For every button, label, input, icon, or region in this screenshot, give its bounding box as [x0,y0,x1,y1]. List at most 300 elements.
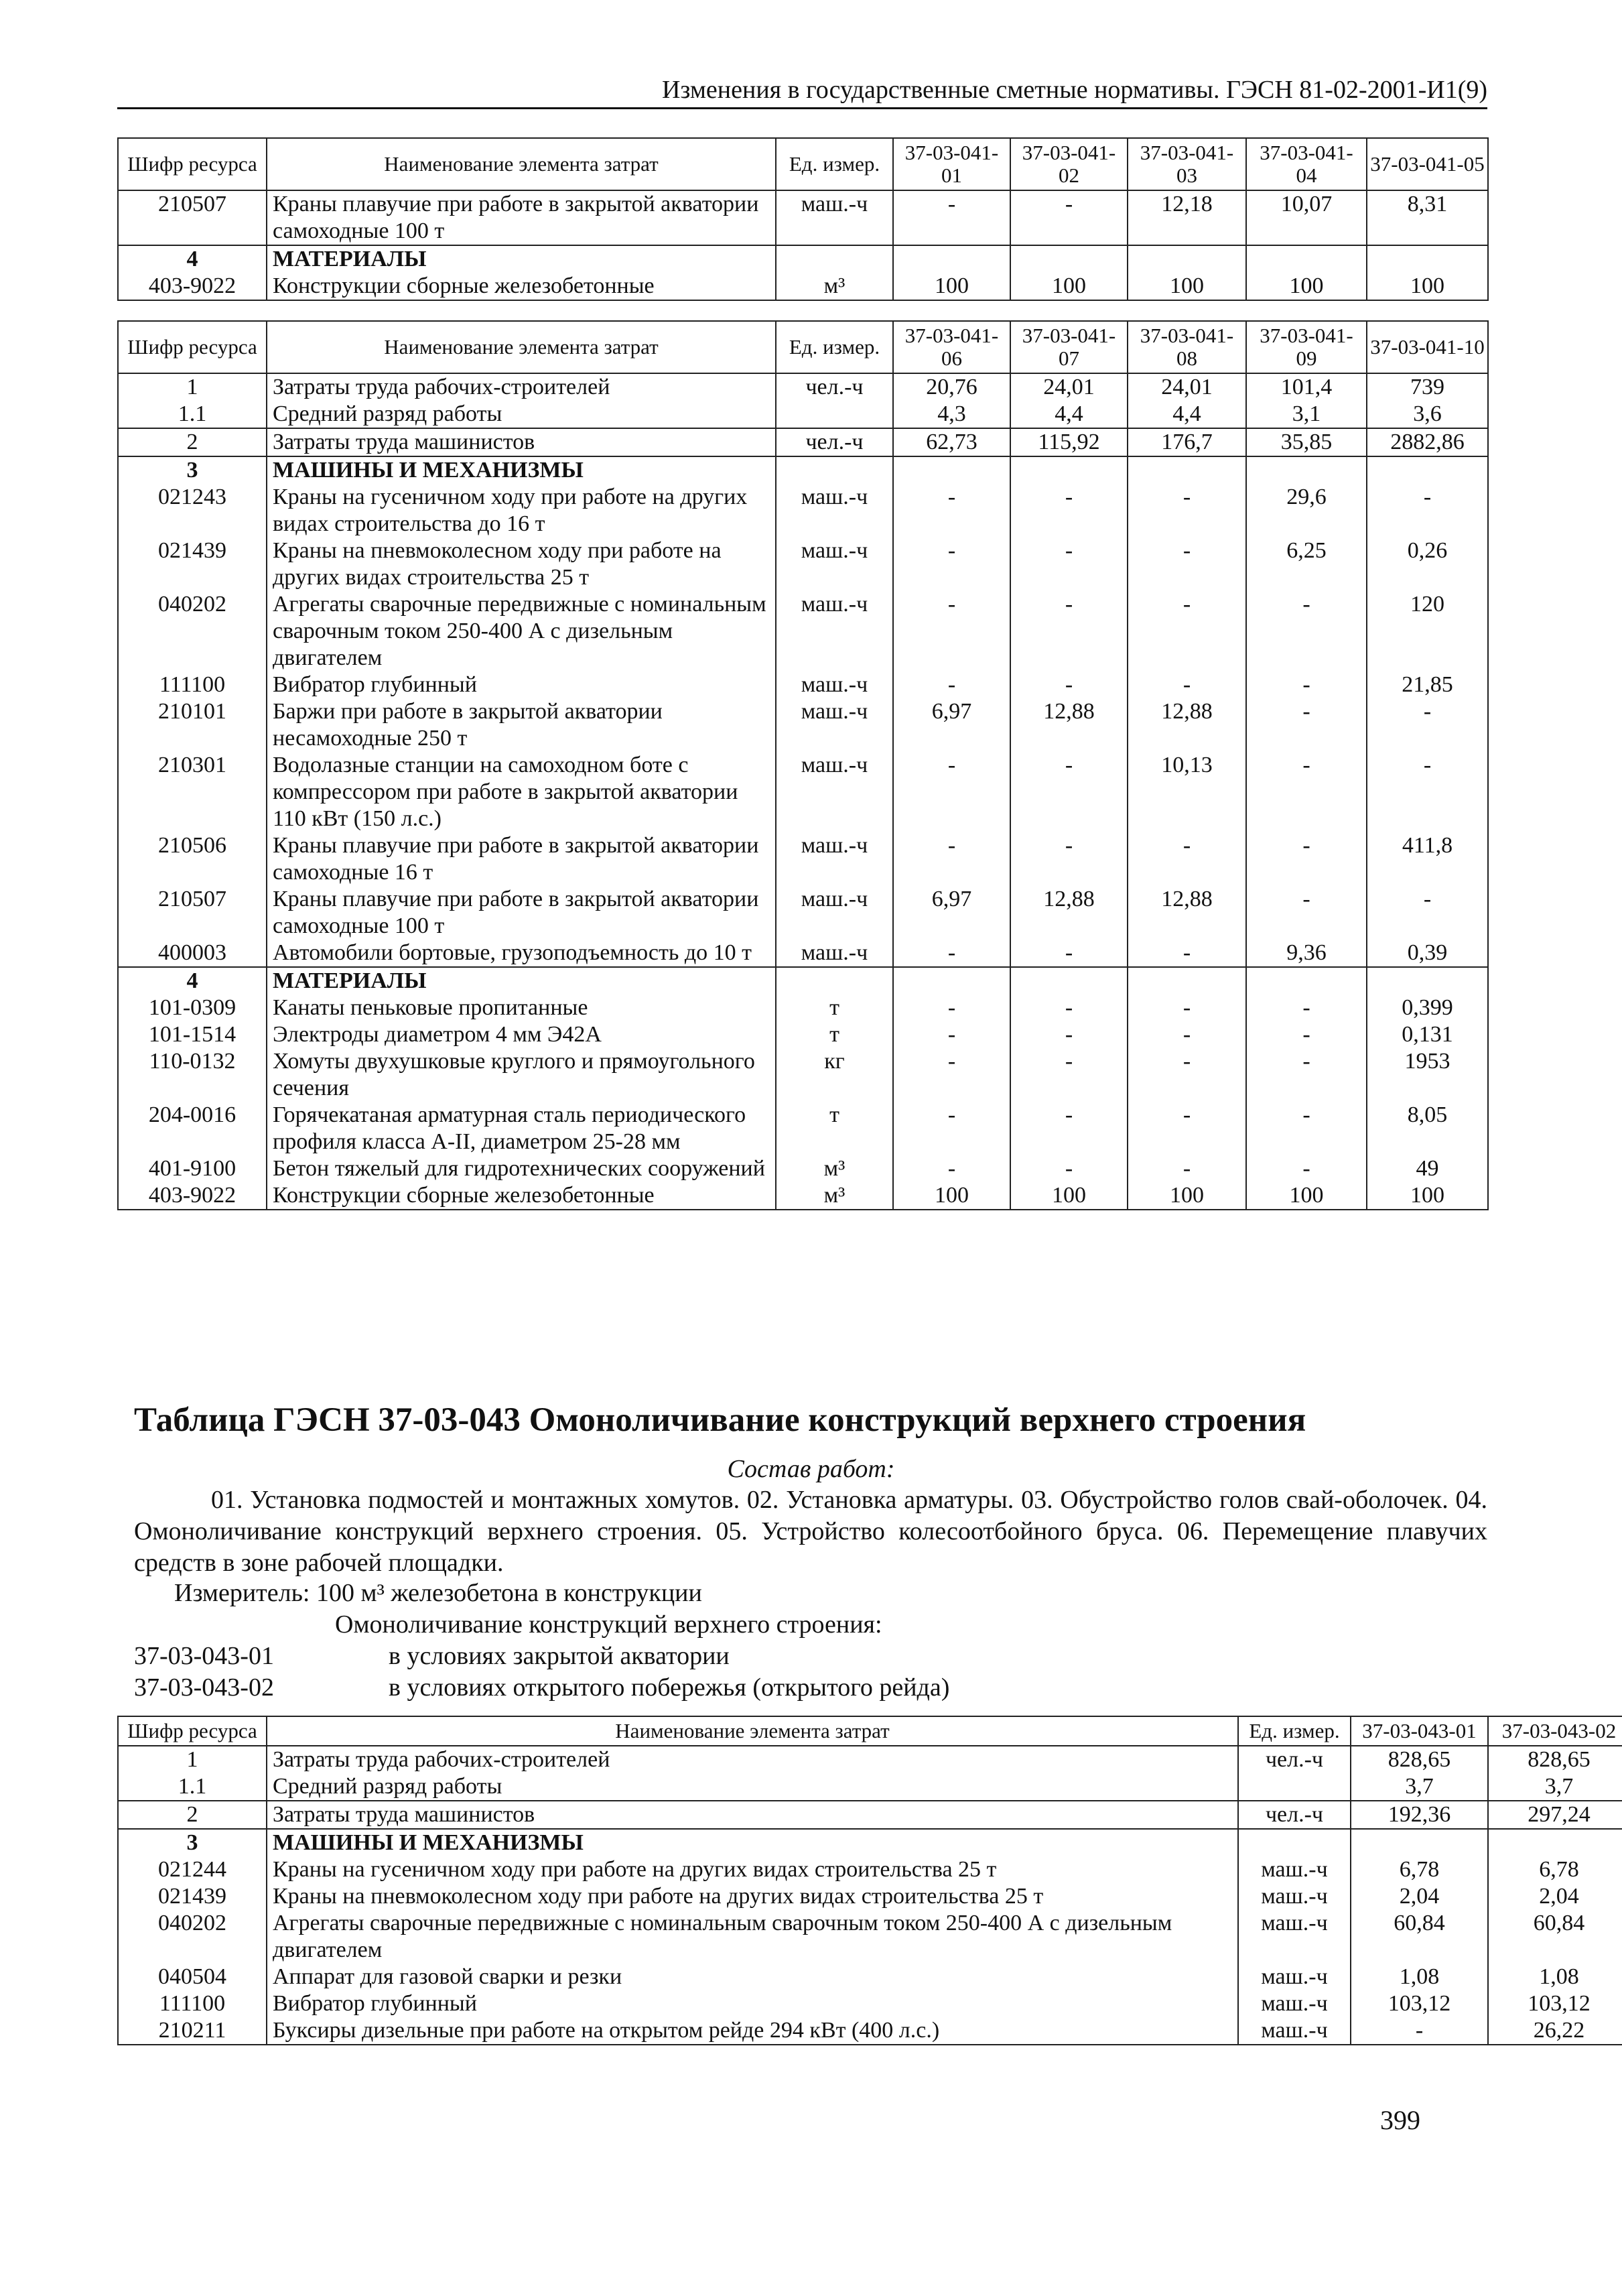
value-cell: 10,07 [1246,190,1367,245]
unit-cell [776,456,893,484]
resource-code-cell: 4 [118,967,267,995]
variant-row [134,1641,730,1671]
table-row [118,1182,1488,1210]
cost-element-name-cell: Аппарат для газовой сварки и резки [267,1964,1238,1990]
value-cell: - [1246,1102,1367,1155]
value-cell: 0,399 [1367,995,1488,1021]
value-cell: - [1128,1155,1246,1182]
cost-element-name-cell: Затраты труда машинистов [267,428,776,456]
value-cell: - [1010,995,1128,1021]
value-cell: - [893,1048,1010,1102]
value-cell: 24,01 [1128,373,1246,401]
cost-element-name-cell: Канаты пеньковые пропитанные [267,995,776,1021]
column-header: Наименование элемента затрат [267,138,776,190]
column-header: Шифр ресурса [118,321,267,373]
unit-cell: м³ [776,273,893,300]
table-row [118,1883,1622,1910]
table-row [118,537,1488,591]
column-header: 37-03-041-07 [1010,321,1128,373]
resource-code-cell: 210507 [118,190,267,245]
value-cell: 6,97 [893,886,1010,940]
table-row [118,1856,1622,1883]
variant-text: в условиях открытого побережья (открытого рейда) [389,1673,950,1702]
table-row [118,940,1488,967]
value-cell [1246,245,1367,273]
resource-code-cell: 021439 [118,1883,267,1910]
value-cell: 176,7 [1128,428,1246,456]
resource-code-cell: 021243 [118,484,267,537]
column-header: 37-03-041-06 [893,321,1010,373]
table-row [118,752,1488,832]
column-header: 37-03-041-08 [1128,321,1246,373]
unit-cell: т [776,1021,893,1048]
cost-element-name-cell: Краны плавучие при работе в закрытой акватории самоходные 16 т [267,832,776,886]
value-cell: 8,05 [1367,1102,1488,1155]
value-cell [1128,456,1246,484]
running-header: Изменения в государственные сметные нормативы. ГЭСН 81-02-2001-И1(9) [117,75,1487,109]
column-header: 37-03-041-03 [1128,138,1246,190]
resource-code-cell: 040202 [118,1910,267,1964]
value-cell: - [893,537,1010,591]
unit-cell [1238,1829,1351,1856]
value-cell: - [1010,484,1128,537]
value-cell [1246,456,1367,484]
value-cell [1367,967,1488,995]
value-cell: 828,65 [1351,1746,1488,1773]
table-row [118,672,1488,698]
resource-code-cell: 400003 [118,940,267,967]
cost-element-name-cell: Краны плавучие при работе в закрытой акватории самоходные 100 т [267,886,776,940]
column-header: Наименование элемента затрат [267,1716,1238,1746]
cost-element-name-cell: Водолазные станции на самоходном боте с компрессором при работе в закрытой акватории 110 кВт (150 л.с.) [267,752,776,832]
table-row [118,484,1488,537]
value-cell: 100 [1128,273,1246,300]
column-header: Ед. измер. [1238,1716,1351,1746]
value-cell: 100 [1367,1182,1488,1210]
value-cell: 103,12 [1351,1990,1488,2017]
value-cell: 0,131 [1367,1021,1488,1048]
value-cell: 120 [1367,591,1488,672]
cost-element-name-cell: Затраты труда рабочих-строителей [267,1746,1238,1773]
value-cell: 828,65 [1488,1746,1622,1773]
value-cell: 6,78 [1488,1856,1622,1883]
resource-code-cell: 403-9022 [118,1182,267,1210]
value-cell: 100 [1246,1182,1367,1210]
value-cell: - [1367,752,1488,832]
value-cell: - [1128,591,1246,672]
resource-code-cell: 3 [118,456,267,484]
value-cell: - [1367,484,1488,537]
value-cell [1128,967,1246,995]
table-row [118,273,1488,300]
value-cell: - [893,995,1010,1021]
unit-cell: маш.-ч [1238,1856,1351,1883]
value-cell: - [1010,832,1128,886]
value-cell: 1,08 [1351,1964,1488,1990]
unit-cell: маш.-ч [776,672,893,698]
cost-element-name-cell: Вибратор глубинный [267,672,776,698]
cost-element-name-cell: Затраты труда рабочих-строителей [267,373,776,401]
value-cell: 24,01 [1010,373,1128,401]
cost-element-name-cell: Горячекатаная арматурная сталь периодического профиля класса А-II, диаметром 25-28 мм [267,1102,776,1155]
value-cell: 1,08 [1488,1964,1622,1990]
column-header: 37-03-041-05 [1367,138,1488,190]
value-cell: - [1246,698,1367,752]
cost-element-name-cell: Конструкции сборные железобетонные [267,273,776,300]
table-row [118,832,1488,886]
table-row [118,1102,1488,1155]
column-header: Наименование элемента затрат [267,321,776,373]
value-cell [1010,245,1128,273]
resource-code-cell: 3 [118,1829,267,1856]
cost-element-name-cell: Краны на гусеничном ходу при работе на других видах строительства до 16 т [267,484,776,537]
norms-table-041-01-05 [117,137,1489,301]
table-row [118,1801,1622,1829]
value-cell [1367,456,1488,484]
resource-code-cell: 1 [118,1746,267,1773]
header-row [118,1716,1622,1746]
resource-code-cell: 1.1 [118,401,267,428]
resource-code-cell: 040504 [118,1964,267,1990]
cost-element-name-cell: Буксиры дизельные при работе на открытом рейде 294 кВт (400 л.с.) [267,2017,1238,2045]
value-cell: - [893,591,1010,672]
value-cell: 12,88 [1128,698,1246,752]
value-cell: - [893,672,1010,698]
column-header: 37-03-041-02 [1010,138,1128,190]
cost-element-name-cell: Краны на гусеничном ходу при работе на других видах строительства 25 т [267,1856,1238,1883]
table-row [118,1990,1622,2017]
value-cell: - [1010,1155,1128,1182]
table-row [118,456,1488,484]
unit-cell: маш.-ч [1238,1910,1351,1964]
unit-cell: т [776,995,893,1021]
value-cell: 4,4 [1128,401,1246,428]
table-row [118,1910,1622,1964]
value-cell: - [1010,672,1128,698]
column-header: 37-03-041-01 [893,138,1010,190]
resource-code-cell: 111100 [118,1990,267,2017]
value-cell: 62,73 [893,428,1010,456]
value-cell: - [1010,752,1128,832]
value-cell: 60,84 [1351,1910,1488,1964]
header-row [118,138,1488,190]
variant-code: 37-03-043-01 [134,1642,274,1670]
value-cell [1246,967,1367,995]
value-cell: - [1246,1048,1367,1102]
unit-cell: чел.-ч [1238,1746,1351,1773]
value-cell: 12,88 [1010,886,1128,940]
unit-cell [776,245,893,273]
norms-table-041-06-10 [117,320,1489,1210]
value-cell: - [893,832,1010,886]
value-cell: - [1246,1021,1367,1048]
value-cell [1010,967,1128,995]
resource-code-cell: 040202 [118,591,267,672]
resource-code-cell: 210301 [118,752,267,832]
value-cell: 6,78 [1351,1856,1488,1883]
resource-code-cell: 1.1 [118,1773,267,1801]
resource-code-cell: 4 [118,245,267,273]
value-cell: - [1010,190,1128,245]
value-cell: 2,04 [1488,1883,1622,1910]
value-cell: 8,31 [1367,190,1488,245]
value-cell: 60,84 [1488,1910,1622,1964]
value-cell: - [1367,886,1488,940]
value-cell: - [1246,832,1367,886]
column-header: 37-03-043-02 [1488,1716,1622,1746]
cost-element-name-cell: Краны на пневмоколесном ходу при работе на других видах строительства 25 т [267,1883,1238,1910]
value-cell: 115,92 [1010,428,1128,456]
variant-code: 37-03-043-02 [134,1673,274,1702]
cost-element-name-cell: Затраты труда машинистов [267,1801,1238,1829]
value-cell: - [893,484,1010,537]
value-cell: - [1246,995,1367,1021]
cost-element-name-cell: МАШИНЫ И МЕХАНИЗМЫ [267,456,776,484]
unit-cell: маш.-ч [776,484,893,537]
cost-element-name-cell: Средний разряд работы [267,1773,1238,1801]
value-cell: 4,3 [893,401,1010,428]
cost-element-name-cell: Краны плавучие при работе в закрытой акватории самоходные 100 т [267,190,776,245]
value-cell: - [1246,1155,1367,1182]
value-cell: 12,88 [1010,698,1128,752]
value-cell: 100 [1010,1182,1128,1210]
column-header: 37-03-041-10 [1367,321,1488,373]
unit-cell: кг [776,1048,893,1102]
value-cell: - [1010,1048,1128,1102]
cost-element-name-cell: Агрегаты сварочные передвижные с номинальным сварочным током 250-400 А с дизельным двигателем [267,1910,1238,1964]
value-cell: - [1246,752,1367,832]
value-cell: 21,85 [1367,672,1488,698]
header-row [118,321,1488,373]
value-cell: - [1128,537,1246,591]
value-cell: - [1128,1102,1246,1155]
resource-code-cell: 204-0016 [118,1102,267,1155]
page-number: 399 [1380,2105,1420,2135]
table-row [118,995,1488,1021]
value-cell: 1953 [1367,1048,1488,1102]
value-cell: - [1246,672,1367,698]
value-cell: - [893,1102,1010,1155]
cost-element-name-cell: Хомуты двухушковые круглого и прямоугольного сечения [267,1048,776,1102]
value-cell: 100 [893,1182,1010,1210]
unit-cell: чел.-ч [1238,1801,1351,1829]
value-cell: - [1010,591,1128,672]
unit-cell: маш.-ч [1238,1883,1351,1910]
resource-code-cell: 2 [118,428,267,456]
value-cell [1010,456,1128,484]
value-cell: 101,4 [1246,373,1367,401]
value-cell: 0,26 [1367,537,1488,591]
resource-code-cell: 021244 [118,1856,267,1883]
table-row [118,1021,1488,1048]
value-cell: 3,6 [1367,401,1488,428]
value-cell: 100 [1128,1182,1246,1210]
unit-cell: маш.-ч [776,886,893,940]
unit-cell: маш.-ч [776,190,893,245]
value-cell: - [1010,537,1128,591]
value-cell: 29,6 [1246,484,1367,537]
value-cell: 10,13 [1128,752,1246,832]
work-composition-heading: Состав работ: [727,1455,895,1483]
value-cell: - [1010,940,1128,967]
value-cell: - [1128,1048,1246,1102]
variant-row [134,1673,949,1702]
value-cell: 297,24 [1488,1801,1622,1829]
unit-cell: чел.-ч [776,428,893,456]
table-row [118,245,1488,273]
resource-code-cell: 111100 [118,672,267,698]
value-cell: - [893,1021,1010,1048]
column-header: Шифр ресурса [118,138,267,190]
resource-code-cell: 110-0132 [118,1048,267,1102]
value-cell: 3,7 [1488,1773,1622,1801]
value-cell: - [1128,484,1246,537]
unit-cell: т [776,1102,893,1155]
value-cell: - [893,940,1010,967]
table-row [118,1155,1488,1182]
table-row [118,373,1488,401]
value-cell [1488,1829,1622,1856]
resource-code-cell: 210506 [118,832,267,886]
resource-code-cell: 101-1514 [118,1021,267,1048]
cost-element-name-cell: МАТЕРИАЛЫ [267,245,776,273]
value-cell: - [893,1155,1010,1182]
table-row [118,886,1488,940]
table-row [118,428,1488,456]
value-cell: - [1246,886,1367,940]
value-cell: - [1128,940,1246,967]
table-row [118,1964,1622,1990]
value-cell: 2882,86 [1367,428,1488,456]
value-cell [893,967,1010,995]
value-cell: - [1128,1021,1246,1048]
value-cell [893,245,1010,273]
cost-element-name-cell: Агрегаты сварочные передвижные с номинальным сварочным током 250-400 А с дизельным двигателем [267,591,776,672]
cost-element-name-cell: Автомобили бортовые, грузоподъемность до 10 т [267,940,776,967]
value-cell: 0,39 [1367,940,1488,967]
unit-cell [1238,1773,1351,1801]
value-cell: 6,25 [1246,537,1367,591]
table-row [118,190,1488,245]
resource-code-cell: 210101 [118,698,267,752]
measurement-unit: Измеритель: 100 м³ железобетона в конструкции [174,1579,702,1607]
resource-code-cell: 401-9100 [118,1155,267,1182]
unit-cell: маш.-ч [776,698,893,752]
value-cell: - [893,190,1010,245]
unit-cell: маш.-ч [1238,1964,1351,1990]
resource-code-cell: 101-0309 [118,995,267,1021]
value-cell: 3,7 [1351,1773,1488,1801]
cost-element-name-cell: МАТЕРИАЛЫ [267,967,776,995]
resource-code-cell: 210507 [118,886,267,940]
value-cell: - [893,752,1010,832]
value-cell: 49 [1367,1155,1488,1182]
unit-cell: маш.-ч [1238,2017,1351,2045]
unit-cell: маш.-ч [776,591,893,672]
work-composition-text: 01. Установка подмостей и монтажных хомутов. 02. Установка арматуры. 03. Обустройство голов свай-оболочек. 04. Омоноличивание конструкций верхнего строения. 05. Устройство колесоотбойного бруса. 06. Перемещение плавучих средств в зоне рабочей площадки. [134,1486,1487,1577]
value-cell: 411,8 [1367,832,1488,886]
column-header: Ед. измер. [776,138,893,190]
value-cell: 35,85 [1246,428,1367,456]
value-cell: 9,36 [1246,940,1367,967]
resource-code-cell: 021439 [118,537,267,591]
unit-cell: маш.-ч [1238,1990,1351,2017]
value-cell: - [1010,1102,1128,1155]
table-row [118,1746,1622,1773]
cost-element-name-cell: Электроды диаметром 4 мм Э42А [267,1021,776,1048]
table-row [118,698,1488,752]
value-cell: 100 [1246,273,1367,300]
table-row [118,401,1488,428]
value-cell: 100 [1367,273,1488,300]
table-row [118,1829,1622,1856]
variants-heading: Омоноличивание конструкций верхнего строения: [335,1610,882,1639]
value-cell: 103,12 [1488,1990,1622,2017]
cost-element-name-cell: Конструкции сборные железобетонные [267,1182,776,1210]
table-row [118,2017,1622,2045]
cost-element-name-cell: Баржи при работе в закрытой акватории несамоходные 250 т [267,698,776,752]
value-cell: - [1128,995,1246,1021]
table-row [118,1048,1488,1102]
value-cell: - [1351,2017,1488,2045]
resource-code-cell: 403-9022 [118,273,267,300]
table-title: Таблица ГЭСН 37-03-043 Омоноличивание конструкций верхнего строения [134,1401,1306,1439]
column-header: 37-03-041-04 [1246,138,1367,190]
column-header: 37-03-043-01 [1351,1716,1488,1746]
resource-code-cell: 210211 [118,2017,267,2045]
column-header: Ед. измер. [776,321,893,373]
resource-code-cell: 1 [118,373,267,401]
value-cell [1367,245,1488,273]
value-cell: - [1128,672,1246,698]
column-header: 37-03-041-09 [1246,321,1367,373]
unit-cell: м³ [776,1182,893,1210]
cost-element-name-cell: Краны на пневмоколесном ходу при работе на других видах строительства 25 т [267,537,776,591]
value-cell: 26,22 [1488,2017,1622,2045]
unit-cell: маш.-ч [776,940,893,967]
cost-element-name-cell: Бетон тяжелый для гидротехнических сооружений [267,1155,776,1182]
variant-text: в условиях закрытой акватории [389,1642,730,1670]
unit-cell: маш.-ч [776,537,893,591]
value-cell [893,456,1010,484]
unit-cell: маш.-ч [776,832,893,886]
unit-cell: чел.-ч [776,373,893,401]
norms-table-043 [117,1716,1622,2045]
unit-cell: м³ [776,1155,893,1182]
value-cell: 6,97 [893,698,1010,752]
value-cell: - [1010,1021,1128,1048]
cost-element-name-cell: Вибратор глубинный [267,1990,1238,2017]
value-cell [1128,245,1246,273]
value-cell: 4,4 [1010,401,1128,428]
value-cell: 192,36 [1351,1801,1488,1829]
value-cell: 12,18 [1128,190,1246,245]
value-cell: - [1246,591,1367,672]
cost-element-name-cell: Средний разряд работы [267,401,776,428]
unit-cell: маш.-ч [776,752,893,832]
value-cell: 3,1 [1246,401,1367,428]
table-row [118,591,1488,672]
cost-element-name-cell: МАШИНЫ И МЕХАНИЗМЫ [267,1829,1238,1856]
value-cell: - [1367,698,1488,752]
column-header: Шифр ресурса [118,1716,267,1746]
value-cell: 739 [1367,373,1488,401]
value-cell: 2,04 [1351,1883,1488,1910]
value-cell [1351,1829,1488,1856]
resource-code-cell: 2 [118,1801,267,1829]
value-cell: 12,88 [1128,886,1246,940]
unit-cell [776,401,893,428]
